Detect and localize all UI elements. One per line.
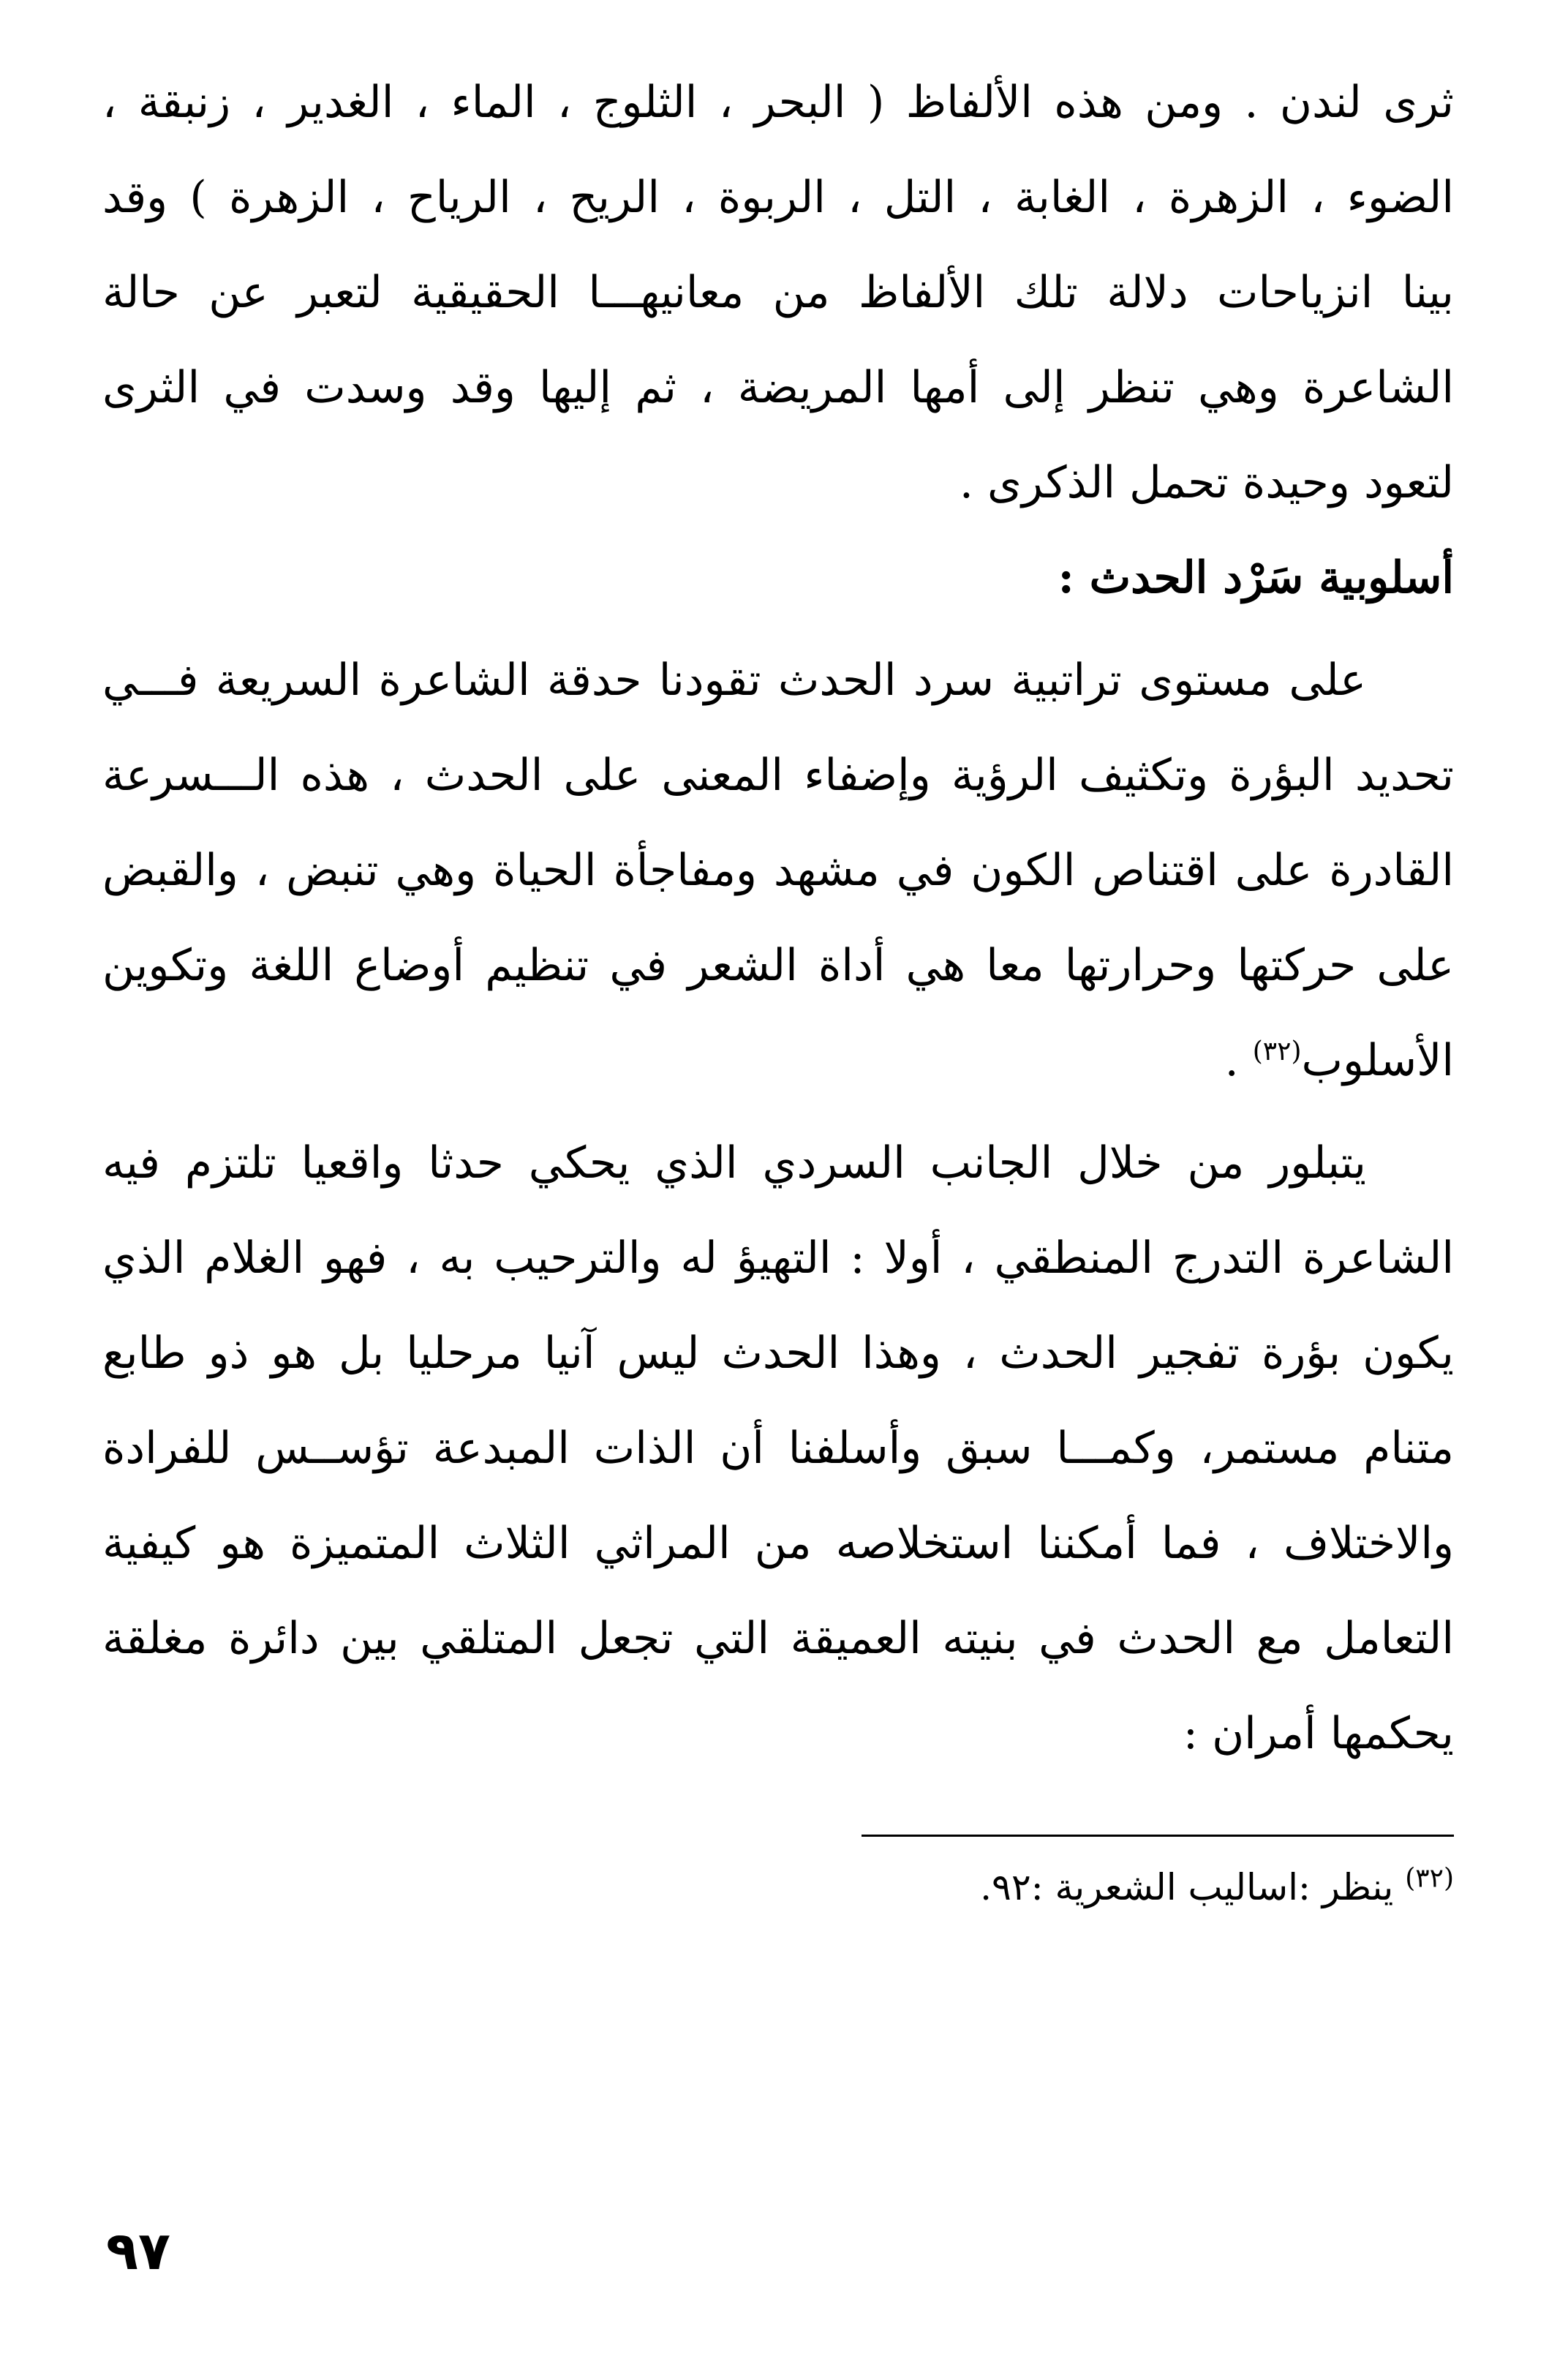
paragraph-2-line-1: على مستوى تراتبية سرد الحدث تقودنا حدقة الشاعرة السريعة فـــي [102,655,1366,706]
paragraph-3-line-2: الشاعرة التدرج المنطقي ، أولا : التهيؤ له والترحيب به ، فهو الغلام الذي [102,1233,1454,1284]
paragraph-1-line-1: ثرى لندن . ومن هذه الألفاظ ( البحر ، الثلوج ، الماء ، الغدير ، زنبقة ، [102,77,1454,128]
paragraph-2-line-5 [102,1013,1454,1108]
footnote-marker: (٣٢) [1405,1863,1454,1894]
paragraph-3-line-3: يكون بؤرة تفجير الحدث ، وهذا الحدث ليس آنيا مرحليا بل هو ذو طابع [102,1328,1454,1379]
paragraph-3-line-4: متنام مستمر، وكمـــا سبق وأسلفنا أن الذات المبدعة تؤســس للفرادة [102,1423,1454,1474]
paragraph-2-line-2: تحديد البؤرة وتكثيف الرؤية وإضفاء المعنى على الحدث ، هذه الـــسرعة [102,750,1454,801]
footnote-reference: (٣٢) [1252,1037,1302,1066]
paragraph-1-line-2: الضوء ، الزهرة ، الغابة ، التل ، الربوة ، الريح ، الرياح ، الزهرة ) وقد [102,172,1454,223]
paragraph-1-line-3: بينا انزياحات دلالة تلك الألفاظ من معانيهـــا الحقيقية لتعبر عن حالة [102,267,1454,318]
paragraph-3-line-5: والاختلاف ، فما أمكننا استخلاصه من المراثي الثلاث المتميزة هو كيفية [102,1518,1454,1569]
paragraph-3-line-6: التعامل مع الحدث في بنيته العميقة التي تجعل المتلقي بين دائرة مغلقة [102,1613,1454,1664]
paragraph-2-line-4: على حركتها وحرارتها معا هي أداة الشعر في تنظيم أوضاع اللغة وتكوين [102,940,1454,991]
footnote [862,1858,1454,1916]
paragraph-2-last-word: الأسلوب [1301,1035,1454,1086]
page-number: ٩٧ [106,2220,170,2281]
paragraph-1-line-4: الشاعرة وهي تنظر إلى أمها المريضة ، ثم إليها وقد وسدت في الثرى [102,362,1454,413]
section-heading: أسلوبية سَرْد الحدث : [1058,552,1454,603]
paragraph-3-line-7: يحكمها أمران : [1183,1708,1454,1759]
paragraph-1-line-5: لتعود وحيدة تحمل الذكرى . [959,457,1454,508]
paragraph-2-end-mark: . [1224,1035,1253,1086]
footnote-divider [862,1835,1454,1837]
paragraph-2-line-3: القادرة على اقتناص الكون في مشهد ومفاجأة الحياة وهي تنبض ، والقبض [102,845,1454,896]
footnote-text: ينظر :اساليب الشعرية :٩٢. [980,1866,1406,1908]
main-text [102,55,1454,1810]
paragraph-3-line-1: يتبلور من خلال الجانب السردي الذي يحكي حدثا واقعيا تلتزم فيه [102,1137,1366,1189]
